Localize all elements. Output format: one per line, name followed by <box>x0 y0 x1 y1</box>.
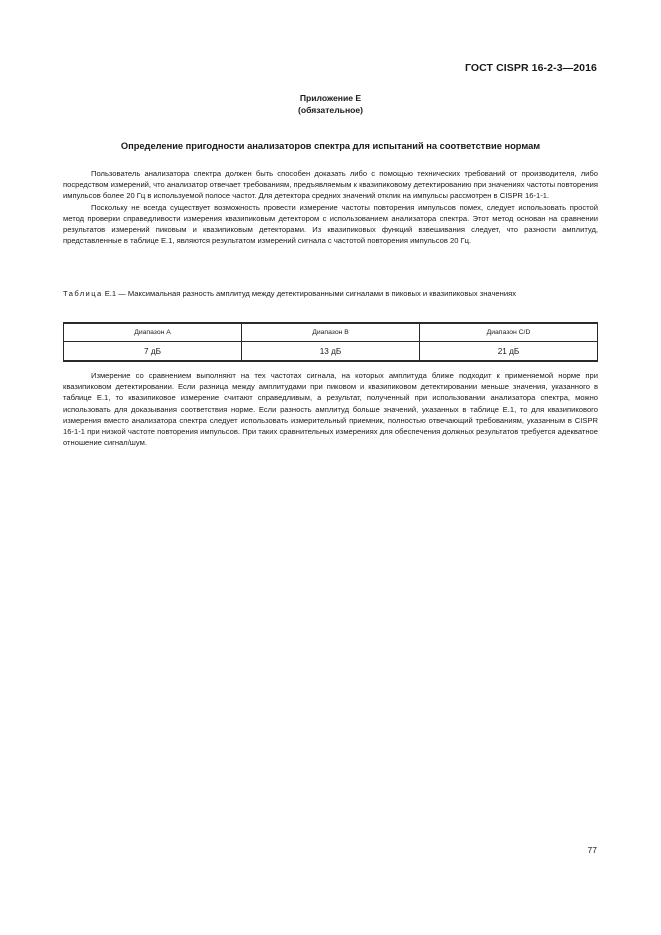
annex-status: (обязательное) <box>297 105 364 115</box>
table-row <box>64 342 598 362</box>
table-caption <box>63 288 598 299</box>
table-header-cell: Диапазон А <box>64 323 242 342</box>
amplitude-difference-table <box>63 322 598 362</box>
annex-title: Приложение Е <box>299 93 362 103</box>
table-cell: 13 дБ <box>242 342 420 362</box>
table-caption-text: Е.1 — Максимальная разность амплитуд между детектированными сигналами в пиковых и квазипиковых значениях <box>102 289 516 298</box>
paragraph: Поскольку не всегда существует возможность провести измерение частоты повторения импульсов помех, следует использовать простой метод проверки справедливости измерения квазипиковым детектором с использованием анализатора спектра. Этот метод основан на сравнении результатов измерений пиковым и квазипиковым детекторами. Из квазипиковых функций взвешивания следует, что разности амплитуд, представленные в таблице Е.1, являются результатом измерений сигнала с частотой повторения импульсов 20 Гц. <box>63 202 598 246</box>
table-header-cell: Диапазон С/D <box>420 323 598 342</box>
table-header-cell: Диапазон В <box>242 323 420 342</box>
document-code: ГОСТ CISPR 16-2-3—2016 <box>464 62 597 74</box>
table-header-row <box>64 323 598 342</box>
body-text-after-table <box>63 370 598 448</box>
table-cell: 7 дБ <box>64 342 242 362</box>
section-title: Определение пригодности анализаторов спектра для испытаний на соответствие нормам <box>120 141 541 151</box>
paragraph: Измерение со сравнением выполняют на тех частотах сигнала, на которых амплитуда ближе подходит к применяемой норме при квазипиковом детектировании. Если разница между амплитудами при пиковом и квазипиковом детектировании меньше значения, указанного в таблице Е.1, то квазипиковое измерение считают справедливым, а результат, полученный при использовании анализатора спектра, можно использовать для доказывания соответствия норме. Если разность амплитуд больше значений, указанных в таблице Е.1, то для квазипикового измерения вместо анализатора спектра следует использовать измерительный приемник, полностью отвечающий требованиям, указанным в CISPR 16-1-1 при низкой частоте повторения импульсов. При таких сравнительных измерениях для обеспечения должных результатов требуется адекватное отношение сигнал/шум. <box>63 371 598 448</box>
body-text-before-table <box>63 168 598 246</box>
table-caption-label: Таблица <box>63 289 103 298</box>
paragraph: Пользователь анализатора спектра должен быть способен доказать либо с помощью технических требований от производителя, либо посредством измерений, что анализатор отвечает требованиям, предъявляемым к квазипиковому детектированию при значениях частоты повторения импульсов более 20 Гц в используемой полосе частот. Для детектора средних значений отклик на импульсы рассмотрен в CISPR 16-1-1. <box>63 169 598 201</box>
page-number: 77 <box>587 845 597 855</box>
table-cell: 21 дБ <box>420 342 598 362</box>
